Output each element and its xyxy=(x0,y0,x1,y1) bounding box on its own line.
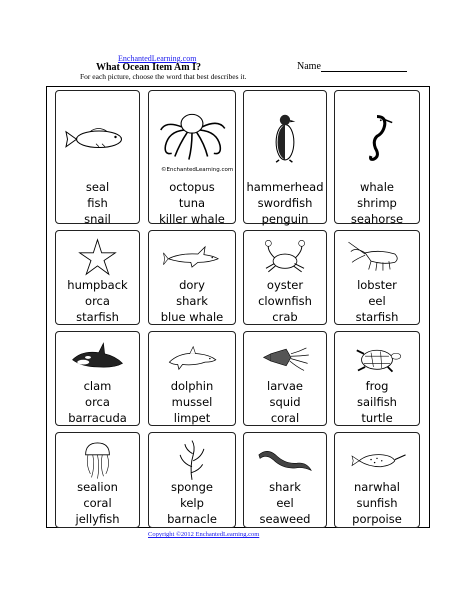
word-option[interactable]: hammerhead xyxy=(246,180,324,194)
narwhal-icon xyxy=(339,437,415,481)
picture-card xyxy=(334,90,420,224)
word-option[interactable]: swordfish xyxy=(257,196,313,210)
word-option[interactable]: coral xyxy=(270,411,300,425)
word-choices xyxy=(149,479,235,527)
word-option[interactable]: blue whale xyxy=(160,310,224,324)
word-choices xyxy=(149,378,235,426)
picture-card xyxy=(55,432,140,528)
word-option[interactable]: orca xyxy=(85,294,110,308)
lobster-icon xyxy=(339,235,415,279)
word-choices xyxy=(56,378,139,426)
word-option[interactable]: turtle xyxy=(361,411,393,425)
picture-card xyxy=(148,90,236,224)
word-option[interactable]: starfish xyxy=(76,310,119,324)
shark-icon xyxy=(153,235,231,279)
copyright-link[interactable]: Copyright ©2012 EnchantedLearning.com xyxy=(148,531,260,538)
word-choices xyxy=(244,479,326,527)
word-option[interactable]: limpet xyxy=(173,411,211,425)
picture-card xyxy=(148,230,236,325)
penguin-icon xyxy=(248,95,322,179)
picture-card xyxy=(243,331,327,426)
name-field xyxy=(297,61,407,72)
word-option[interactable]: sealion xyxy=(77,480,118,494)
word-option[interactable]: whale xyxy=(359,180,394,194)
seahorse-icon xyxy=(339,95,415,179)
word-option[interactable]: shark xyxy=(269,480,301,494)
word-option[interactable]: snail xyxy=(84,212,111,226)
word-choices xyxy=(56,479,139,527)
fish-icon xyxy=(60,95,135,179)
word-option[interactable]: tuna xyxy=(178,196,206,210)
name-line xyxy=(321,62,407,72)
word-option[interactable]: clam xyxy=(83,379,112,393)
word-option[interactable]: seal xyxy=(85,180,110,194)
picture-card xyxy=(55,230,140,325)
word-option[interactable]: larvae xyxy=(267,379,303,393)
picture-card xyxy=(243,90,327,224)
picture-card xyxy=(334,230,420,325)
word-choices xyxy=(335,378,419,426)
jellyfish-icon xyxy=(60,437,135,481)
word-option[interactable]: killer whale xyxy=(159,212,225,226)
picture-card xyxy=(334,331,420,426)
eel-icon xyxy=(248,437,322,481)
word-choices xyxy=(149,179,235,227)
word-option[interactable]: orca xyxy=(85,395,110,409)
picture-card xyxy=(148,331,236,426)
crab-icon xyxy=(248,235,322,279)
word-option[interactable]: barnacle xyxy=(167,512,217,526)
word-option[interactable]: shrimp xyxy=(357,196,397,210)
word-option[interactable]: kelp xyxy=(180,496,204,510)
word-option[interactable]: mussel xyxy=(171,395,213,409)
starfish-icon xyxy=(60,235,135,279)
word-option[interactable]: humpback xyxy=(67,278,128,292)
picture-card xyxy=(148,432,236,528)
picture-card xyxy=(334,432,420,528)
word-option[interactable]: sailfish xyxy=(357,395,397,409)
word-choices xyxy=(149,277,235,325)
picture-card xyxy=(243,432,327,528)
kelp-icon xyxy=(153,437,231,481)
word-option[interactable]: octopus xyxy=(169,180,215,194)
word-option[interactable]: lobster xyxy=(357,278,397,292)
word-option[interactable]: oyster xyxy=(266,278,304,292)
word-option[interactable]: eel xyxy=(276,496,294,510)
word-choices xyxy=(335,479,419,527)
word-choices xyxy=(244,179,326,227)
orca-icon xyxy=(60,336,135,380)
word-option[interactable]: squid xyxy=(269,395,301,409)
word-option[interactable]: dolphin xyxy=(170,379,214,393)
word-option[interactable]: narwhal xyxy=(354,480,400,494)
word-choices xyxy=(335,179,419,227)
watermark: ©EnchantedLearning.com xyxy=(161,167,234,173)
word-option[interactable]: porpoise xyxy=(352,512,402,526)
word-option[interactable]: clownfish xyxy=(258,294,312,308)
word-option[interactable]: jellyfish xyxy=(75,512,120,526)
site-link[interactable]: EnchantedLearning.com xyxy=(118,54,197,63)
word-choices xyxy=(244,277,326,325)
word-choices xyxy=(56,179,139,227)
word-choices xyxy=(335,277,419,325)
word-option[interactable]: shark xyxy=(176,294,208,308)
word-option[interactable]: fish xyxy=(87,196,108,210)
instructions: For each picture, choose the word that best describes it. xyxy=(80,72,247,81)
word-option[interactable]: barracuda xyxy=(68,411,127,425)
word-option[interactable]: seahorse xyxy=(350,212,404,226)
word-option[interactable]: crab xyxy=(272,310,298,324)
word-option[interactable]: sponge xyxy=(171,480,213,494)
worksheet-title: What Ocean Item Am I? xyxy=(96,62,201,73)
picture-card xyxy=(55,90,140,224)
squid-icon xyxy=(248,336,322,380)
word-choices xyxy=(56,277,139,325)
picture-card xyxy=(55,331,140,426)
word-option[interactable]: eel xyxy=(368,294,386,308)
word-choices xyxy=(244,378,326,426)
turtle-icon xyxy=(339,336,415,380)
name-label: Name xyxy=(297,61,321,72)
word-option[interactable]: seaweed xyxy=(259,512,311,526)
word-option[interactable]: penguin xyxy=(261,212,309,226)
word-option[interactable]: sunfish xyxy=(356,496,398,510)
word-option[interactable]: dory xyxy=(179,278,205,292)
word-option[interactable]: coral xyxy=(83,496,112,510)
dolphin-icon xyxy=(153,336,231,380)
word-option[interactable]: frog xyxy=(365,379,389,393)
picture-card xyxy=(243,230,327,325)
word-option[interactable]: starfish xyxy=(355,310,399,324)
